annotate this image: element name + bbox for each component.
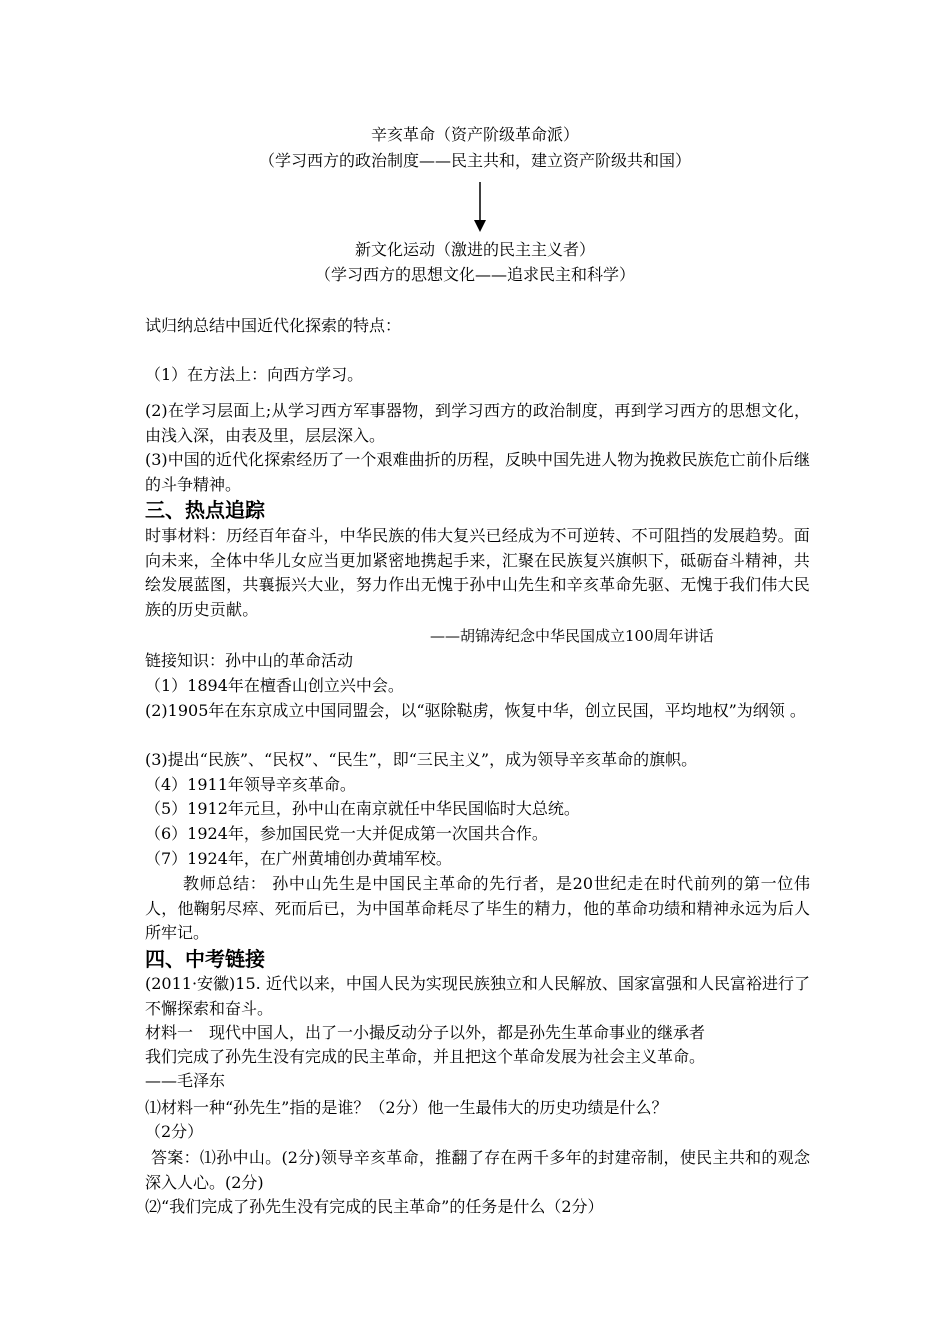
flow-box2-desc: （学习西方的思想文化——追求民主和科学）: [314, 265, 635, 284]
teacher-summary: 教师总结： 孙中山先生是中国民主革命的先行者，是20世纪走在时代前列的第一位伟人，他鞠躬尽瘁、死而后已，为中国革命耗尽了毕生的精力，他的革命功绩和精神永远为后人所牢记。: [145, 874, 810, 942]
list-item: （6）1924年，参加国民党一大并促成第一次国共合作。: [145, 824, 548, 843]
question2: ⑵“我们完成了孙先生没有完成的民主革命”的任务是什么（2分）: [145, 1197, 604, 1216]
summary-point-1: （1）在方法上：向西方学习。: [145, 365, 364, 384]
list-item: （5）1912年元旦，孙中山在南京就任中华民国临时大总统。: [145, 799, 580, 818]
section3-source: ——胡锦涛纪念中华民国成立100周年讲话: [430, 627, 714, 645]
section3-material: 时事材料：历经百年奋斗，中华民族的伟大复兴已经成为不可逆转、不可阻挡的发展趋势。面向未来，全体中华儿女应当更加紧密地携起手来，汇聚在民族复兴旗帜下，砥砺奋斗精神，共绘发展蓝图，共襄振兴大业，努力作出无愧于孙中山先生和辛亥革命先驱、无愧于我们伟大民族的历史贡献。: [145, 526, 810, 619]
section3-link-title: 链接知识：孙中山的革命活动: [145, 651, 354, 670]
material1-line1: 材料一 现代中国人，出了一小撮反动分子以外，都是孙先生革命事业的继承者: [145, 1023, 706, 1042]
flow-box2-title: 新文化运动（激进的民主主义者）: [354, 240, 595, 259]
list-item: （4）1911年领导辛亥革命。: [145, 775, 356, 794]
list-item: (3)提出“民族”、“民权”、“民生”，即“三民主义”，成为领导辛亥革命的旗帜。: [145, 750, 698, 769]
material1-line2: 我们完成了孙先生没有完成的民主革命，并且把这个革命发展为社会主义革命。: [145, 1047, 706, 1066]
summary-point-3: (3)中国的近代化探索经历了一个艰难曲折的历程，反映中国先进人物为挽救民族危亡前仆后继的斗争精神。: [145, 450, 810, 494]
list-item: (2)1905年在东京成立中国同盟会，以“驱除鞑虏，恢复中华，创立民国，平均地权”为纲领 。: [145, 701, 806, 720]
material1-source: ——毛泽东: [145, 1071, 226, 1090]
summary-point-2: (2)在学习层面上;从学习西方军事器物，到学习西方的政治制度，再到学习西方的思想文化，由浅入深，由表及里，层层深入。: [145, 401, 810, 445]
section4-heading: 四、中考链接: [145, 947, 265, 971]
summary-question: 试归纳总结中国近代化探索的特点：: [145, 316, 402, 335]
question1-line1: ⑴材料一种“孙先生”指的是谁？（2分）他一生最伟大的历史功绩是什么？: [145, 1098, 668, 1117]
answer-1: 答案：⑴孙中山。(2分)领导辛亥革命，推翻了存在两千多年的封建帝制，使民主共和的观念深入人心。(2分): [145, 1148, 810, 1192]
flow-box1-desc: （学习西方的政治制度——民主共和，建立资产阶级共和国）: [258, 151, 691, 170]
list-item: （1）1894年在檀香山创立兴中会。: [145, 676, 404, 695]
flow-box1-title: 辛亥革命（资产阶级革命派）: [370, 125, 579, 144]
exam-question-intro: (2011·安徽)15. 近代以来，中国人民为实现民族独立和人民解放、国家富强和人民富裕进行了不懈探索和奋斗。: [145, 974, 810, 1018]
flow-arrow-down-icon: [470, 182, 490, 232]
section3-heading: 三、热点追踪: [145, 498, 265, 522]
question1-line2: （2分）: [145, 1122, 204, 1141]
list-item: （7）1924年，在广州黄埔创办黄埔军校。: [145, 849, 452, 868]
